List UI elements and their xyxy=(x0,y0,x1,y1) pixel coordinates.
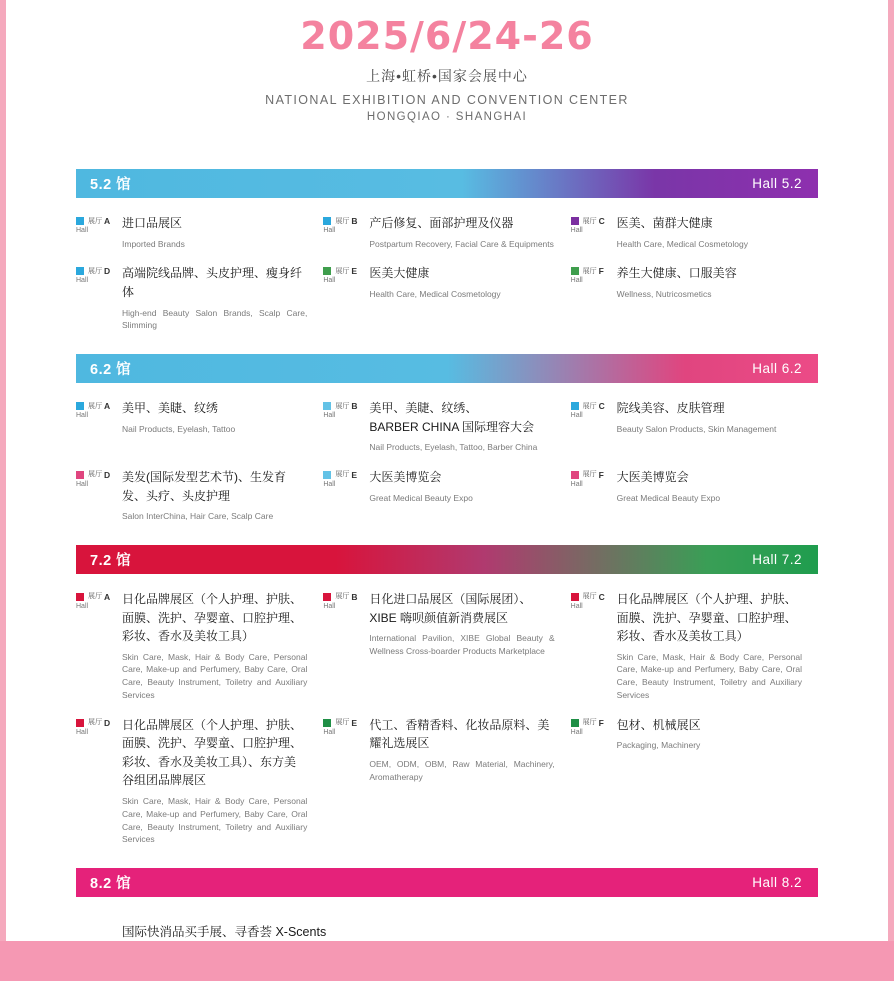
hall-label-en: Hall xyxy=(323,227,336,234)
entry-title-cn-2: BARBER CHINA 国际理容大会 xyxy=(369,419,535,434)
entry-title-cn: 日化品牌展区（个人护理、护肤、面膜、洗护、孕婴童、口腔护理、彩妆、香水及美妆工具）、东方美谷组团品牌展区 xyxy=(122,717,303,788)
entry-title-cn: 院线美容、皮肤管理 xyxy=(616,401,725,416)
hall-entry[interactable] xyxy=(76,214,323,250)
entry-title-cn: 高端院线品牌、头皮护理、瘦身纤体 xyxy=(122,266,303,299)
square-icon xyxy=(571,217,579,225)
hall-label-cn: 展厅 xyxy=(335,217,350,225)
hall-entry[interactable] xyxy=(571,468,818,523)
entry-title-en: Packaging, Machinery xyxy=(616,740,701,751)
hall-label-cn: 展厅 xyxy=(335,267,350,275)
hall-entry[interactable] xyxy=(323,468,570,523)
hall-entry[interactable] xyxy=(571,399,818,454)
hall-label-en: Hall xyxy=(323,602,336,610)
entry-title-cn: 医美大健康 xyxy=(369,266,430,281)
square-icon xyxy=(323,593,331,601)
hall-label-cn: 展厅 xyxy=(582,471,597,479)
venue-name-en: NATIONAL EXHIBITION AND CONVENTION CENTER xyxy=(265,93,629,107)
hall-list xyxy=(0,169,894,970)
hall-label-cn: 展厅 xyxy=(88,217,102,225)
entry-letter: F xyxy=(598,266,604,277)
entry-title-cn: 大医美博览会 xyxy=(616,469,689,484)
entry-letter: D xyxy=(104,266,111,277)
square-icon xyxy=(571,267,579,275)
hall-label-en: Hall xyxy=(76,412,89,420)
hall-label-cn: 展厅 xyxy=(335,471,350,479)
entry-marker xyxy=(76,399,122,454)
hall-title-en: Hall 6.2 xyxy=(752,361,802,377)
entry-title-en: Nail Products, Eyelash, Tattoo, Barber China xyxy=(369,442,538,453)
entry-marker xyxy=(571,716,617,846)
hall-entries-7-2 xyxy=(76,574,818,862)
hall-entry[interactable] xyxy=(76,399,323,454)
hall-label-cn: 展厅 xyxy=(335,593,350,601)
entry-title-en: International Pavilion, XIBE Global Beauty & Wellness Cross-boarder Products Marketplace xyxy=(369,633,555,656)
hall-entry[interactable] xyxy=(571,214,818,250)
hall-label-cn: 展厅 xyxy=(88,267,102,275)
entry-letter: A xyxy=(104,591,111,602)
hall-entries-5-2 xyxy=(76,198,818,348)
hall-label-cn: 展厅 xyxy=(582,267,597,275)
entry-marker xyxy=(323,468,369,523)
right-edge-stripe xyxy=(888,0,894,981)
entry-marker xyxy=(323,214,369,250)
square-icon xyxy=(76,402,84,410)
entry-marker xyxy=(571,590,617,702)
footer-band xyxy=(0,941,894,981)
hall-entry[interactable] xyxy=(323,399,570,454)
entry-letter: A xyxy=(104,401,111,412)
entry-letter: C xyxy=(598,216,605,226)
entry-marker xyxy=(323,399,369,454)
entry-letter: C xyxy=(598,401,605,412)
entry-title-en: High-end Beauty Salon Brands, Scalp Care, Slimming xyxy=(122,307,308,331)
entry-letter: E xyxy=(351,266,357,277)
entry-letter: E xyxy=(351,469,357,480)
entry-title-cn: 美甲、美睫、纹绣 xyxy=(122,401,219,416)
entry-marker xyxy=(76,214,122,250)
hall-label-cn: 展厅 xyxy=(582,402,597,410)
entry-title-cn: 代工、香精香料、化妆品原料、美耀礼选展区 xyxy=(369,717,550,751)
entry-marker xyxy=(323,716,369,846)
entry-marker xyxy=(571,214,617,250)
entry-marker xyxy=(571,468,617,523)
hall-block-6-2 xyxy=(76,354,818,539)
hall-label-en: Hall xyxy=(570,412,583,420)
venue-location-en: HONGQIAO · SHANGHAI xyxy=(366,111,528,123)
square-icon xyxy=(571,471,579,479)
entry-marker xyxy=(571,264,617,332)
hall-entry[interactable] xyxy=(76,716,323,846)
entry-marker xyxy=(76,590,122,702)
entry-title-cn: 日化品牌展区（个人护理、护肤、面膜、洗护、孕婴童、口腔护理、彩妆、香水及美妆工具） xyxy=(616,591,797,644)
hall-label-en: Hall xyxy=(323,277,336,285)
entry-letter: F xyxy=(598,717,604,728)
entry-title-en: Skin Care, Mask, Hair & Body Care, Personal Care, Make-up and Perfumery, Baby Care, Oral Care, Beauty Instrument, Toiletry and Auxiliary Services xyxy=(122,796,308,845)
hall-entry[interactable] xyxy=(323,590,570,702)
page-header xyxy=(0,0,894,123)
hall-label-en: Hall xyxy=(76,480,89,488)
entry-title-en: Imported Brands xyxy=(122,238,185,249)
square-icon xyxy=(571,402,579,410)
square-icon xyxy=(76,267,84,275)
entry-letter: B xyxy=(351,216,358,226)
entry-title-en: Great Medical Beauty Expo xyxy=(616,492,721,503)
entry-title-cn: 包材、机械展区 xyxy=(616,717,701,732)
entry-title-en: Great Medical Beauty Expo xyxy=(369,492,473,503)
entry-letter: D xyxy=(104,469,111,480)
square-icon xyxy=(323,217,331,225)
hall-label-cn: 展厅 xyxy=(88,593,102,601)
entry-marker xyxy=(76,264,122,332)
entry-title-en: OEM, ODM, OBM, Raw Material, Machinery, Aromatherapy xyxy=(369,758,555,782)
entry-letter: B xyxy=(351,591,358,602)
hall-title-en: Hall 5.2 xyxy=(752,176,802,191)
entry-marker xyxy=(76,468,122,523)
entry-title-en: Health Care, Medical Cosmetology xyxy=(369,288,501,299)
entry-letter: D xyxy=(104,717,111,728)
hall-title-bar-8-2 xyxy=(76,868,818,897)
left-edge-stripe xyxy=(0,0,6,981)
hall-block-5-2 xyxy=(76,169,818,348)
entry-letter: A xyxy=(104,216,111,226)
entry-title-cn: 国际快消品买手展、寻香荟 X-Scents xyxy=(122,925,327,940)
entry-title-cn: 日化进口品展区（国际展团）、XIBE 嗨呗颜值新消费展区 xyxy=(369,591,532,625)
square-icon xyxy=(323,267,331,275)
square-icon xyxy=(76,593,84,601)
square-icon xyxy=(323,402,331,410)
entry-title-en: Nail Products, Eyelash, Tattoo xyxy=(122,423,236,434)
entry-letter: F xyxy=(598,469,604,480)
venue-name-cn: 上海•虹桥•国家会展中心 xyxy=(366,68,528,84)
entry-marker xyxy=(323,264,369,332)
hall-label-en: Hall xyxy=(570,480,583,488)
hall-label-cn: 展厅 xyxy=(582,217,597,225)
hall-label-en: Hall xyxy=(323,728,336,736)
square-icon xyxy=(76,719,84,727)
hall-entry[interactable] xyxy=(323,264,570,332)
hall-entry[interactable] xyxy=(76,590,323,702)
hall-entry[interactable] xyxy=(76,264,323,332)
square-icon xyxy=(76,471,84,479)
hall-label-cn: 展厅 xyxy=(335,402,350,410)
hall-entry[interactable] xyxy=(323,214,570,250)
hall-label-cn: 展厅 xyxy=(335,719,350,727)
hall-title-en: Hall 8.2 xyxy=(752,875,802,891)
entry-title-en: Postpartum Recovery, Facial Care & Equipments xyxy=(369,238,554,249)
square-icon xyxy=(571,593,579,601)
hall-entry[interactable] xyxy=(571,716,818,846)
hall-title-cn: 6.2 馆 xyxy=(90,362,132,379)
entry-title-cn: 进口品展区 xyxy=(122,216,183,230)
hall-label-en: Hall xyxy=(570,602,583,610)
event-date: 2025/6/24-26 xyxy=(300,14,594,58)
hall-title-en: Hall 7.2 xyxy=(752,551,802,567)
hall-label-en: Hall xyxy=(76,728,89,736)
hall-label-cn: 展厅 xyxy=(582,593,597,601)
entry-title-cn: 养生大健康、口服美容 xyxy=(616,266,737,281)
hall-entry[interactable] xyxy=(571,590,818,702)
entry-title-cn: 产后修复、面部护理及仪器 xyxy=(369,216,514,230)
square-icon xyxy=(323,471,331,479)
entry-title-cn: 医美、菌群大健康 xyxy=(616,216,713,230)
entry-title-en: Skin Care, Mask, Hair & Body Care, Personal Care, Make-up and Perfumery, Baby Care, Oral Care, Beauty Instrument, Toiletry and Auxiliary Services xyxy=(616,651,802,700)
hall-label-en: Hall xyxy=(76,277,89,285)
hall-label-en: Hall xyxy=(323,412,336,420)
hall-entry[interactable] xyxy=(571,264,818,332)
entry-letter: B xyxy=(351,401,358,412)
entry-title-en: Salon InterChina, Hair Care, Scalp Care xyxy=(122,511,274,522)
hall-title-bar-7-2 xyxy=(76,545,818,574)
entry-title-cn: 日化品牌展区（个人护理、护肤、面膜、洗护、孕婴童、口腔护理、彩妆、香水及美妆工具） xyxy=(122,591,303,644)
square-icon xyxy=(76,217,84,225)
hall-label-en: Hall xyxy=(570,728,583,736)
entry-marker xyxy=(571,399,617,454)
hall-label-en: Hall xyxy=(76,227,89,234)
hall-label-cn: 展厅 xyxy=(88,402,102,410)
square-icon xyxy=(571,719,579,727)
hall-label-cn: 展厅 xyxy=(582,719,597,727)
hall-title-bar-5-2 xyxy=(76,169,818,198)
hall-label-en: Hall xyxy=(323,480,336,488)
entry-letter: E xyxy=(351,717,357,728)
hall-block-7-2 xyxy=(76,545,818,862)
hall-title-cn: 8.2 馆 xyxy=(90,876,132,893)
entry-letter: C xyxy=(598,591,605,602)
entry-marker xyxy=(76,716,122,846)
entry-title-cn: 大医美博览会 xyxy=(369,469,442,484)
hall-title-cn: 7.2 馆 xyxy=(90,552,132,569)
square-icon xyxy=(323,719,331,727)
hall-label-cn: 展厅 xyxy=(88,471,102,479)
hall-entry[interactable] xyxy=(323,716,570,846)
hall-label-en: Hall xyxy=(570,277,583,285)
hall-label-en: Hall xyxy=(76,602,89,610)
hall-title-bar-6-2 xyxy=(76,354,818,383)
entry-title-en: Wellness, Nutricosmetics xyxy=(616,288,712,299)
hall-label-en: Hall xyxy=(570,227,583,234)
entry-marker xyxy=(323,590,369,702)
entry-title-en: Skin Care, Mask, Hair & Body Care, Personal Care, Make-up and Perfumery, Baby Care, Oral Care, Beauty Instrument, Toiletry and Auxiliary Services xyxy=(122,651,308,700)
entry-title-en: Health Care, Medical Cosmetology xyxy=(616,238,748,249)
hall-title-cn: 5.2 馆 xyxy=(90,177,132,193)
entry-title-en: Beauty Salon Products, Skin Management xyxy=(616,423,777,434)
hall-entries-6-2 xyxy=(76,383,818,539)
hall-label-cn: 展厅 xyxy=(88,719,102,727)
entry-title-cn: 美甲、美睫、纹绣、 xyxy=(369,401,478,416)
hall-entry[interactable] xyxy=(76,468,323,523)
entry-title-cn: 美发(国际发型艺术节)、生发育发、头疗、头皮护理 xyxy=(122,469,286,503)
